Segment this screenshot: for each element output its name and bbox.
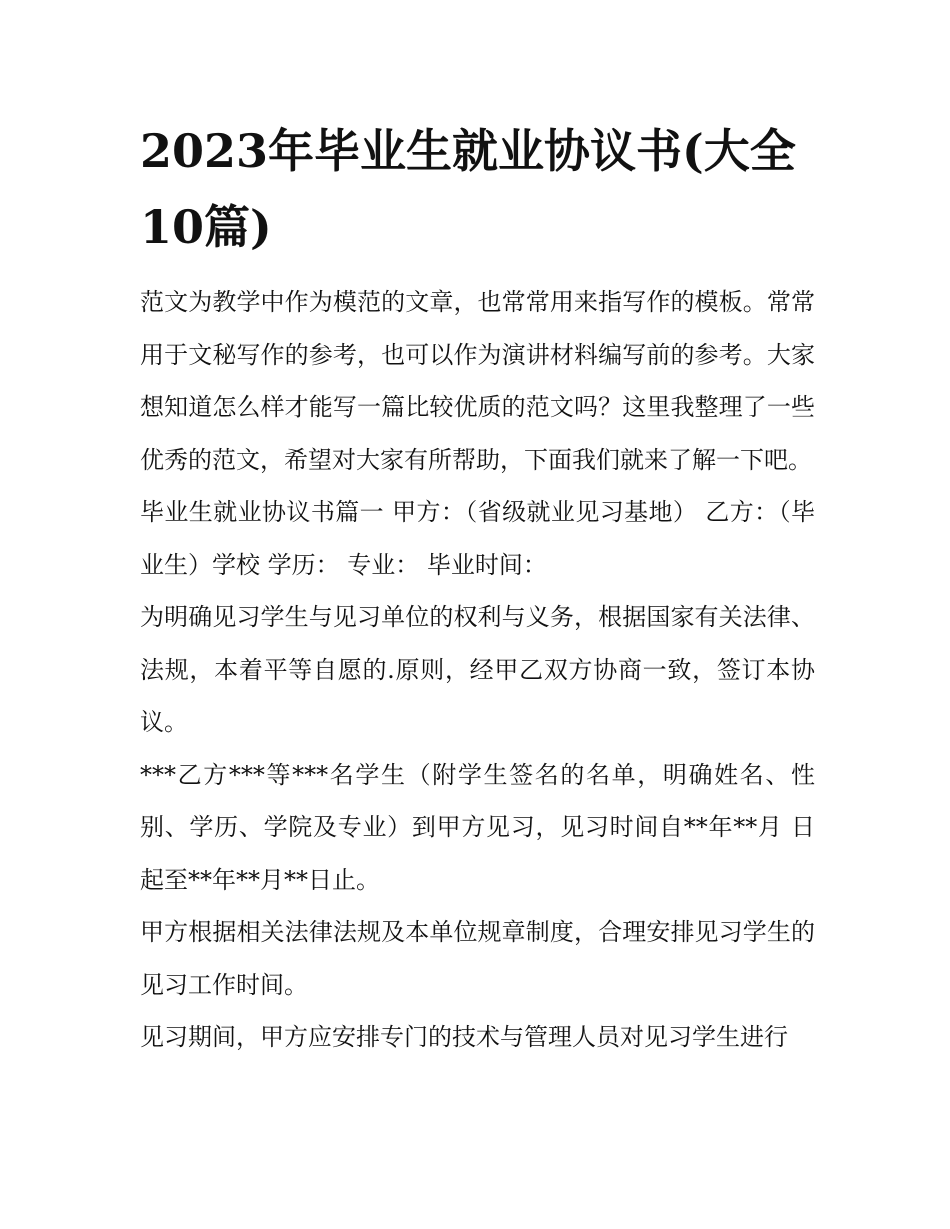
paragraph-students-period: ***乙方***等***名学生（附学生签名的名单，明确姓名、性别、学历、学院及专业）到甲方见习，见习时间自**年**月 日起至**年**月**日止。 — [140, 760, 815, 894]
paragraph-work-time: 甲方根据相关法律法规及本单位规章制度，合理安排见习学生的见习工作时间。 — [140, 918, 815, 999]
paragraph-intro: 范文为教学中作为模范的文章，也常常用来指写作的模板。常常用于文秘写作的参考，也可以作为演讲材料编写前的参考。大家想知道怎么样才能写一篇比较优质的范文吗？这里我整理了一些优秀的范文，希望对大家有所帮助，下面我们就来了解一下吧。 — [140, 288, 815, 474]
paragraph-parties: 毕业生就业协议书篇一 甲方：（省级就业见习基地） 乙方：（毕业生）学校 学历： 专业： 毕业时间： — [140, 498, 815, 579]
paragraph-purpose: 为明确见习学生与见习单位的权利与义务，根据国家有关法律、法规，本着平等自愿的.原则，经甲乙双方协商一致，签订本协议。 — [140, 603, 815, 736]
paragraph-guidance: 见习期间，甲方应安排专门的技术与管理人员对见习学生进行 — [140, 1023, 788, 1051]
document-body — [140, 276, 815, 1064]
document-title: 2023年毕业生就业协议书(大全10篇) — [140, 124, 796, 254]
